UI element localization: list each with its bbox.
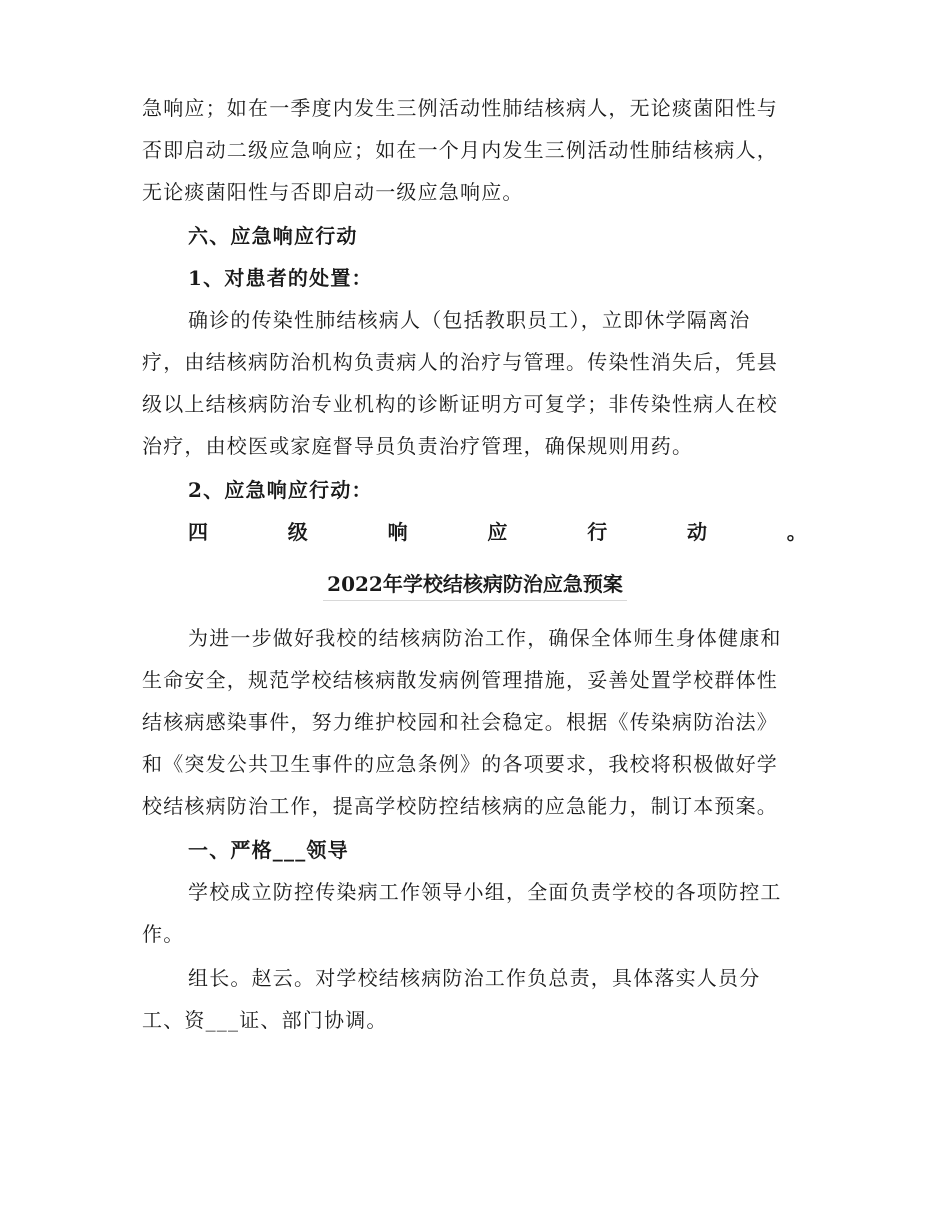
spaced-char: 动 bbox=[686, 520, 709, 544]
spaced-char: 四 bbox=[188, 520, 210, 544]
spaced-heading bbox=[188, 518, 808, 546]
paragraph-line: 级以上结核病防治专业机构的诊断证明方可复学；非传染性病人在校 bbox=[142, 392, 778, 416]
paragraph-line: 作。 bbox=[142, 922, 185, 946]
paragraph-line: 疗，由结核病防治机构负责病人的治疗与管理。传染性消失后，凭县 bbox=[142, 350, 778, 374]
spaced-char: 行 bbox=[587, 520, 609, 544]
paragraph-line: 工、资___证、部门协调。 bbox=[142, 1008, 388, 1032]
subsection-heading-1: 1、对患者的处置： bbox=[188, 266, 373, 290]
paragraph-line: 和《突发公共卫生事件的应急条例》的各项要求，我校将积极做好学 bbox=[142, 752, 778, 776]
paragraph-line: 结核病感染事件，努力维护校园和社会稳定。根据《传染病防治法》 bbox=[142, 710, 778, 734]
subsection-heading-2: 2、应急响应行动： bbox=[188, 478, 373, 502]
paragraph-line: 组长。赵云。对学校结核病防治工作负总责，具体落实人员分 bbox=[188, 966, 761, 990]
spaced-char: 响 bbox=[387, 520, 409, 544]
spaced-char: 。 bbox=[786, 520, 808, 544]
document-title bbox=[0, 570, 950, 601]
paragraph-line: 确诊的传染性肺结核病人（包括教职员工），立即休学隔离治 bbox=[188, 308, 751, 332]
document-title-text: 2022年学校结核病防治应急预案 bbox=[323, 570, 627, 601]
paragraph-line: 校结核病防治工作，提高学校防控结核病的应急能力，制订本预案。 bbox=[142, 794, 778, 818]
paragraph-line: 生命安全，规范学校结核病散发病例管理措施，妥善处置学校群体性 bbox=[142, 668, 778, 692]
section-heading-one: 一、严格___领导 bbox=[188, 838, 349, 862]
paragraph-line: 为进一步做好我校的结核病防治工作，确保全体师生身体健康和 bbox=[188, 626, 782, 650]
paragraph-line: 急响应；如在一季度内发生三例活动性肺结核病人，无论痰菌阳性与 bbox=[142, 96, 778, 120]
section-heading-six: 六、应急响应行动 bbox=[188, 224, 358, 248]
spaced-char: 级 bbox=[287, 520, 309, 544]
paragraph-line: 学校成立防控传染病工作领导小组，全面负责学校的各项防控工 bbox=[188, 880, 782, 904]
paragraph-line: 否即启动二级应急响应；如在一个月内发生三例活动性肺结核病人， bbox=[142, 138, 778, 162]
paragraph-line: 治疗，由校医或家庭督导员负责治疗管理，确保规则用药。 bbox=[142, 434, 694, 458]
spaced-char: 应 bbox=[487, 520, 509, 544]
paragraph-line: 无论痰菌阳性与否即启动一级应急响应。 bbox=[142, 180, 524, 204]
